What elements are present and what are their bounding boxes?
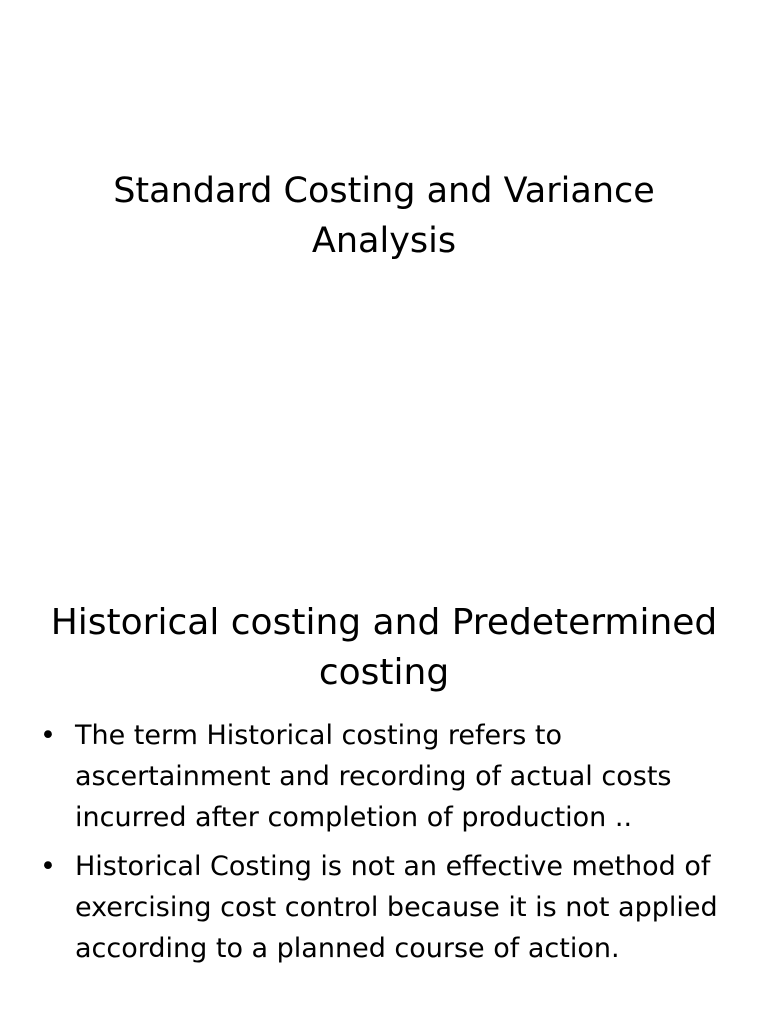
bullet-marker-icon: • xyxy=(40,851,56,882)
bullet-text: The term Historical costing refers to ascertainment and recording of actual costs incurred after completion of production .. xyxy=(75,720,672,833)
bullet-item xyxy=(38,715,738,838)
bullet-list xyxy=(38,715,738,977)
bullet-marker-icon: • xyxy=(40,720,56,751)
slide-2-title: Historical costing and Predetermined costing xyxy=(50,602,718,693)
bullet-item xyxy=(38,846,738,969)
slide-2 xyxy=(0,512,768,1024)
slide-1-title: Standard Costing and Variance Analysis xyxy=(113,171,655,261)
bullet-text: Historical Costing is not an effective method of exercising cost control because it is not applied according to a planned course of action. xyxy=(75,851,718,964)
